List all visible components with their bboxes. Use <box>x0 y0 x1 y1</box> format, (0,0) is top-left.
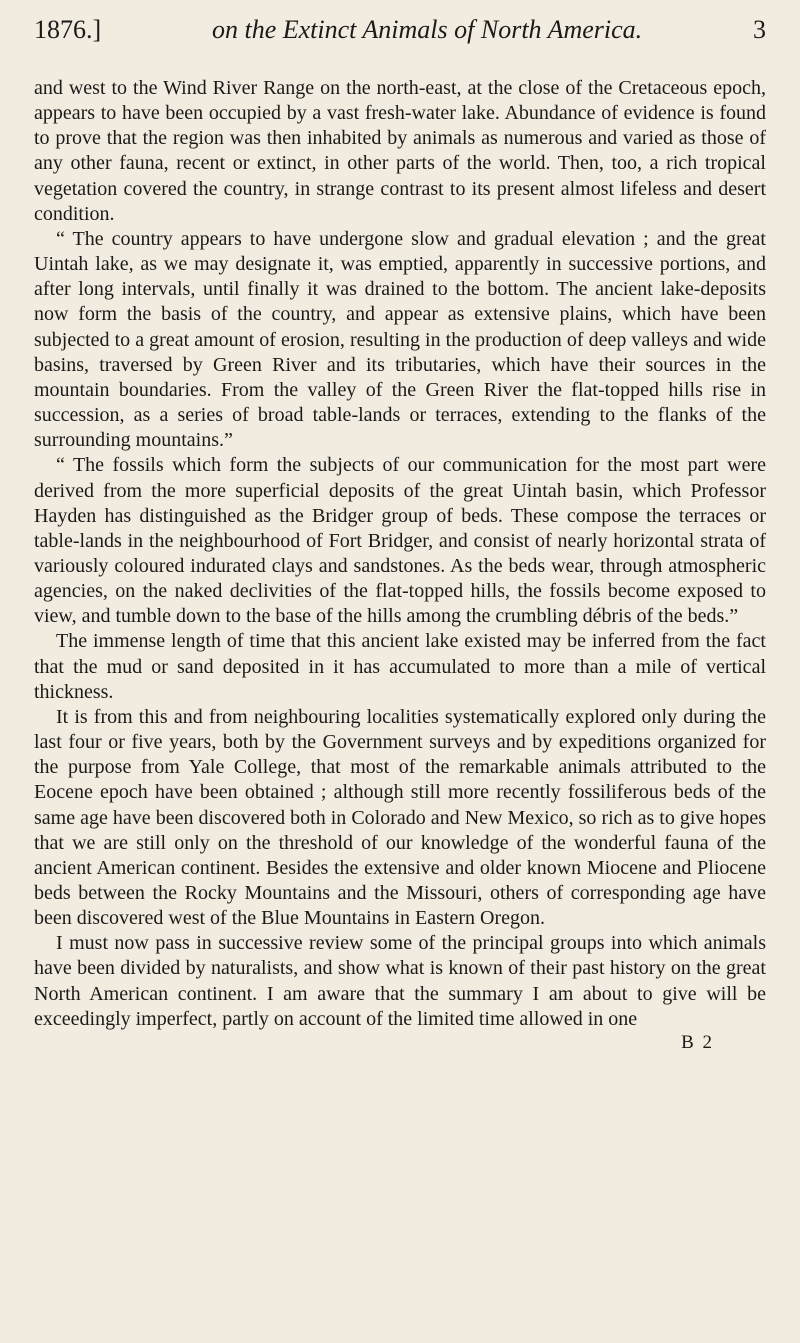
signature-mark: B 2 <box>681 1031 714 1053</box>
paragraph-2: “ The country appears to have undergone slow and gradual elevation ; and the great Uintah lake, as we may designate it, was emptied, apparently in successive portions, and after long intervals, until finally it was drained to the bottom. The ancient lake-deposits now form the basis of the country, and appear as extensive plains, which have been subjected to a great amount of erosion, resulting in the production of deep valleys and wide basins, traversed by Green River and its tributaries, which have their sources in the mountain boundaries. From the valley of the Green River the flat-topped hills rise in succession, as a series of broad table-lands or terraces, extending to the flanks of the surrounding mountains.” <box>34 227 766 452</box>
paragraph-6: I must now pass in successive review some of the principal groups into which animals have been divided by naturalists, and show what is known of their past history on the great North American continent. I am aware that the summary I am about to give will be exceedingly imperfect, partly on account of the limited time allowed in one <box>34 932 766 1030</box>
header-title: on the Extinct Animals of North America. <box>212 15 643 44</box>
paragraph-3: “ The fossils which form the subjects of our communication for the most part were derived from the more superficial deposits of the great Uintah basin, which Professor Hayden has distinguished as the Bridger group of beds. These compose the terraces or table-lands in the neighbourhood of Fort Bridger, and consist of nearly horizontal strata of variously coloured indurated clays and sandstones. As the beds wear, through atmospheric agencies, on the naked declivities of the flat-topped hills, the fossils become exposed to view, and tumble down to the base of the hills among the crumbling débris of the beds.” <box>34 454 766 628</box>
body-text <box>34 76 766 1032</box>
header-year: 1876.] <box>34 15 102 44</box>
paragraph-5: It is from this and from neighbouring localities systematically explored only during the last four or five years, both by the Government surveys and by expeditions organized for the purpose from Yale College, that most of the remarkable animals attributed to the Eocene epoch have been obtained ; although still more recently fossiliferous beds of the same age have been discovered both in Colorado and New Mexico, so rich as to give hopes that we are still only on the threshold of our knowledge of the wonderful fauna of the ancient American continent. Besides the extensive and older known Miocene and Pliocene beds between the Rocky Mountains and the Missouri, others of corresponding age have been discovered west of the Blue Mountains in Eastern Oregon. <box>34 705 766 930</box>
paragraph-1: and west to the Wind River Range on the north-east, at the close of the Cretaceous epoch, appears to have been occupied by a vast fresh-water lake. Abundance of evidence is found to prove that the region was then inhabited by animals as numerous and varied as those of any other fauna, recent or extinct, in other parts of the world. Then, too, a rich tropical vegetation covered the country, in strange contrast to its present almost lifeless and desert condition. <box>34 77 766 225</box>
running-head <box>34 6 766 54</box>
page-number: 3 <box>753 15 766 44</box>
paragraph-4: The immense length of time that this ancient lake existed may be inferred from the fact that the mud or sand deposited in it has accumulated to more than a mile of vertical thickness. <box>34 630 766 703</box>
